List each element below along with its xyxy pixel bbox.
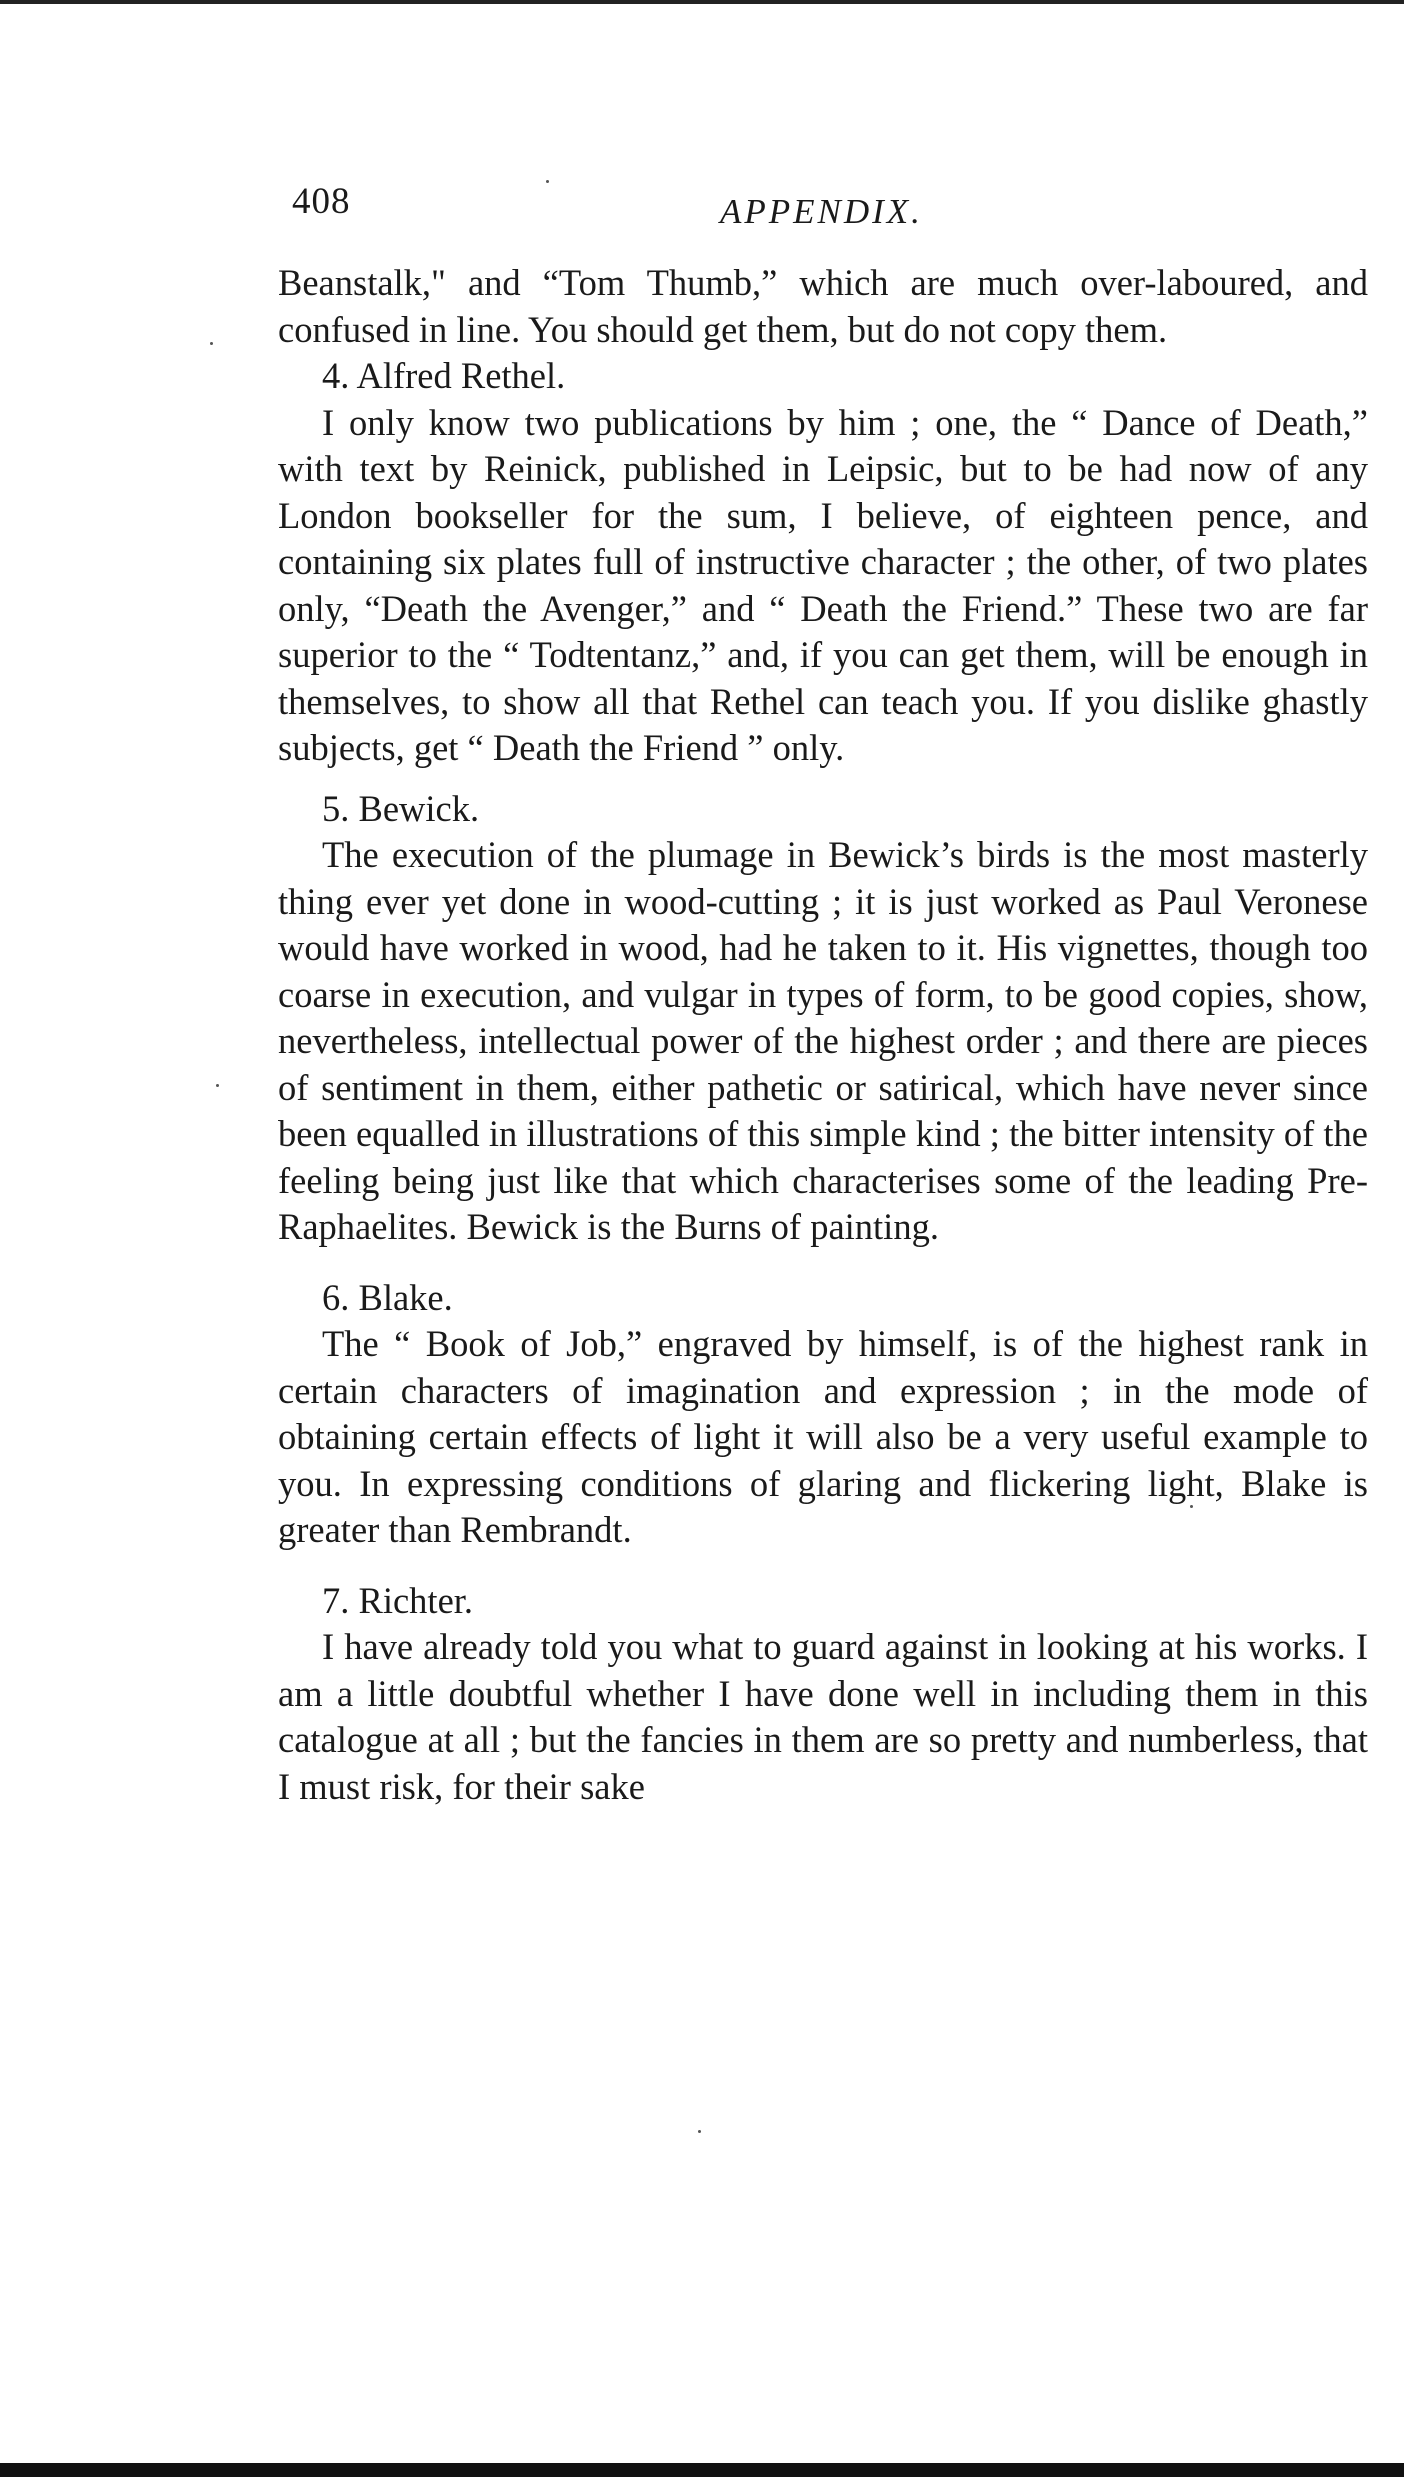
continuation-paragraph: Beanstalk," and “Tom Thumb,” which are much over-laboured, and confused in line. You should get them, but do not copy them. bbox=[278, 262, 1368, 350]
section-heading-rethel: 4. Alfred Rethel. bbox=[322, 355, 566, 396]
section-text-richter: I have already told you what to guard against in looking at his works. I am a little doubtful whether I have done well in including them in this catalogue at all ; but the fancies in them are so pretty and numberless, that I must risk, for their sake bbox=[278, 1626, 1368, 1807]
top-border-rule bbox=[0, 0, 1404, 4]
section-heading-blake: 6. Blake. bbox=[322, 1276, 453, 1318]
section-heading-richter: 7. Richter. bbox=[322, 1579, 474, 1621]
print-speck bbox=[698, 2130, 701, 2133]
print-speck bbox=[546, 180, 549, 183]
print-speck bbox=[1190, 1505, 1193, 1508]
section-text-bewick: The execution of the plumage in Bewick’s birds is the most masterly thing ever yet done in wood-cutting ; it is just worked as Paul Veronese would have worked in wood, had he taken to it. His vignettes, though too coarse in execution, and vulgar in types of form, to be good copies, show, nevertheless, intellectual power of the highest order ; and there are pieces of sentiment in them, either pathetic or satirical, which have never since been equalled in illustrations of this simple kind ; the bitter intensity of the feeling being just like that which characterises some of the leading Pre-Raphaelites. Bewick is the Burns of painting. bbox=[278, 834, 1368, 1247]
running-head: APPENDIX. bbox=[720, 192, 923, 231]
section-text-rethel: I only know two publications by him ; one, the “ Dance of Death,” with text by Reinick, published in Leipsic, but to be had now of any London bookseller for the sum, I believe, of eighteen pence, and containing six plates full of instructive character ; the other, of two plates only, “Death the Avenger,” and “ Death the Friend.” These two are far superior to the “ Todtentanz,” and, if you can get them, will be enough in themselves, to show all that Rethel can teach you. If you dislike ghastly subjects, get “ Death the Friend ” only. bbox=[278, 401, 1368, 768]
page-number: 408 bbox=[292, 181, 351, 222]
print-speck bbox=[210, 342, 213, 345]
section-heading-bewick: 5. Bewick. bbox=[322, 787, 480, 829]
print-speck bbox=[216, 1084, 219, 1087]
page-body bbox=[278, 260, 1368, 1810]
section-text-blake: The “ Book of Job,” engraved by himself, is of the highest rank in certain characters of imagination and expression ; in the mode of obtaining certain effects of light it will also be a very useful example to you. In expressing conditions of glaring and flickering light, Blake is greater than Rembrandt. bbox=[278, 1323, 1368, 1550]
bottom-border-rule bbox=[0, 2463, 1404, 2477]
